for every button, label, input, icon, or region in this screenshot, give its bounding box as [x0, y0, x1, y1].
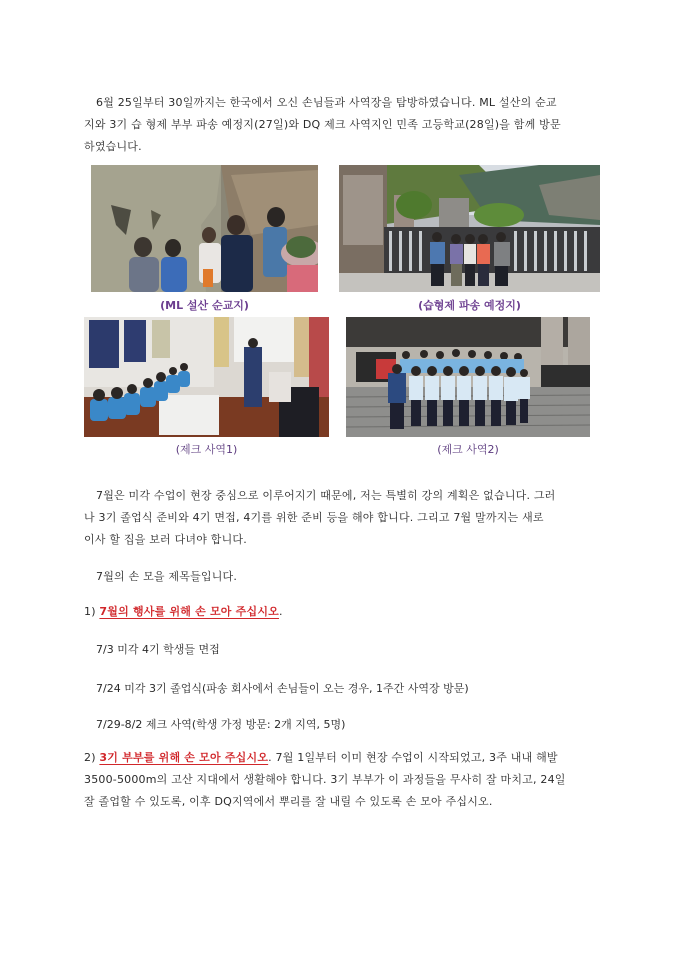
prayer-1-highlight: 7월의 행사를 위해 손 모아 주십시오 [99, 605, 279, 618]
prayer-2-line-1-rest: . 7월 1일부터 이미 현장 수업이 시작되었고, 3주 내내 해발 [268, 751, 558, 764]
intro-line-3: 하였습니다. [84, 140, 142, 153]
event-item-2: 7/24 미각 3기 졸업식(파송 회사에서 손님들이 오는 경우, 1주간 사역장 방문) [96, 682, 469, 695]
july-paragraph [84, 485, 600, 551]
prayer-2-line-2: 3500-5000m의 고산 지대에서 생활해야 합니다. 3기 부부가 이 과정들을 무사히 잘 마치고, 24일 [84, 773, 566, 786]
prayer-intro [84, 566, 600, 588]
intro-line-2: 지와 3기 습 형제 부부 파송 예정지(27일)와 DQ 제크 사역지인 민족 고등학교(28일)을 함께 방문 [84, 118, 561, 131]
july-line-3: 이사 할 집을 보러 다녀야 합니다. [84, 533, 247, 546]
photo-dispatch-site [339, 165, 600, 292]
prayer-1-number: 1) [84, 605, 96, 618]
prayer-1-heading [84, 601, 600, 623]
july-line-1: 7월은 미각 수업이 현장 중심으로 이루어지기 때문에, 저는 특별히 강의 계획은 없습니다. 그러 [96, 489, 556, 502]
event-item-3: 7/29-8/2 제크 사역(학생 가정 방문: 2개 지역, 5명) [96, 718, 346, 731]
photo-caption-3: (제크 사역1) [175, 443, 238, 456]
july-line-2: 나 3기 졸업식 준비와 4기 면접, 4기를 위한 준비 등을 해야 합니다. 그리고 7월 말까지는 새로 [84, 511, 544, 524]
prayer-intro-text: 7월의 손 모을 제목들입니다. [96, 570, 238, 583]
photo-ministry-2 [346, 317, 590, 437]
photo-caption-2: (습형제 파송 예정지) [418, 299, 521, 312]
prayer-2-paragraph [84, 747, 600, 813]
photo-ministry-1 [84, 317, 329, 437]
photo-ml-martyr-site [91, 165, 318, 292]
photo-caption-4: (제크 사역2) [437, 443, 499, 456]
intro-line-1: 6월 25일부터 30일까지는 한국에서 오신 손님들과 사역장을 탐방하였습니다. ML 설산의 순교 [96, 96, 557, 109]
photo-caption-1: (ML 설산 순교지) [160, 299, 249, 312]
prayer-2-highlight: 3기 부부를 위해 손 모아 주십시오 [99, 751, 269, 764]
intro-paragraph [84, 92, 600, 158]
prayer-2-number: 2) [84, 751, 96, 764]
event-item-1: 7/3 미각 4기 학생들 면접 [96, 643, 220, 656]
prayer-1-period: . [278, 605, 283, 618]
prayer-2-line-3: 잘 졸업할 수 있도록, 이후 DQ지역에서 뿌리를 잘 내릴 수 있도록 손 모아 주십시오. [84, 795, 493, 808]
